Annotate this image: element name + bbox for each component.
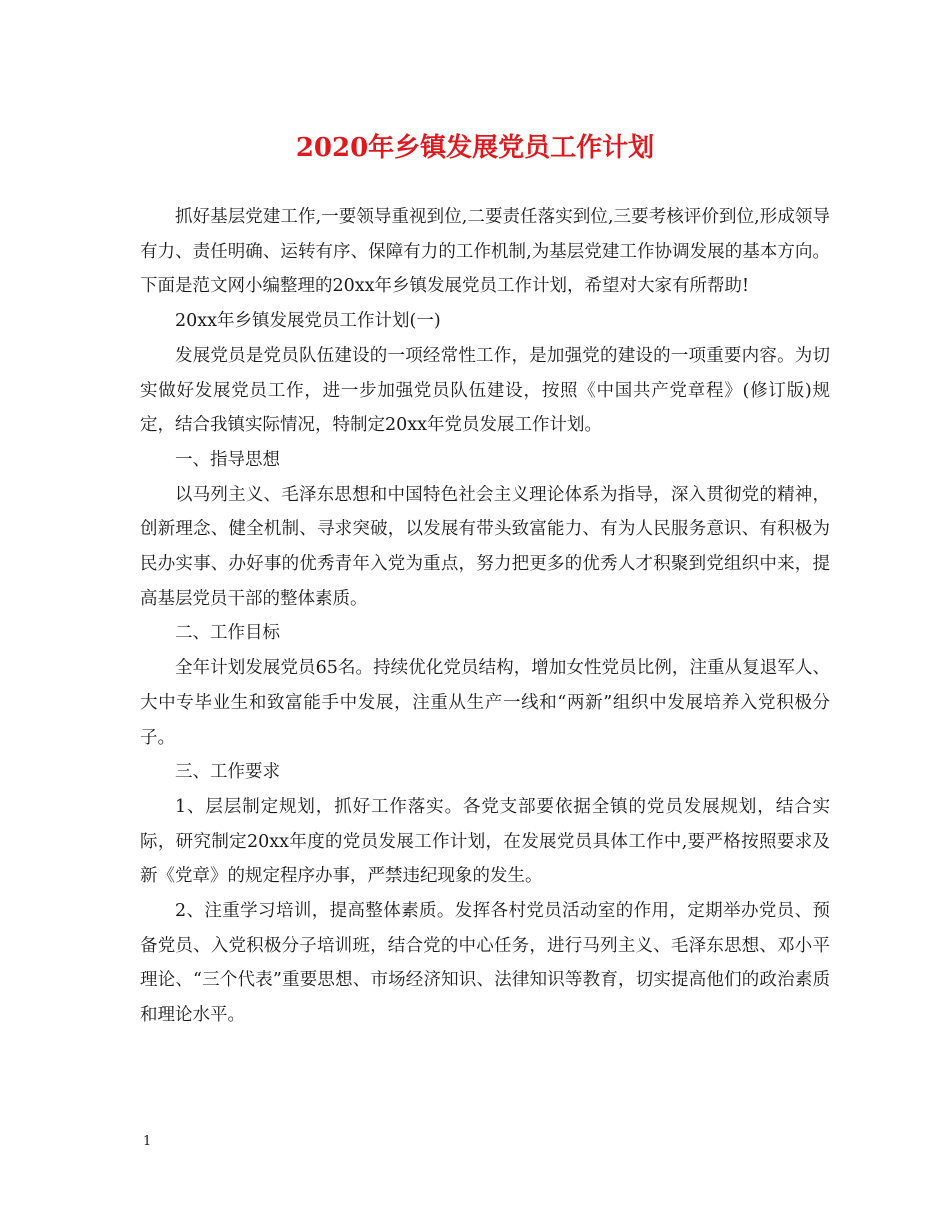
section-heading-work-goals: 二、工作目标 [175,623,280,644]
background-paragraph: 发展党员是党员队伍建设的一项经常性工作，是加强党的建设的一项重要内容。为切实做好发展党员工作，进一步加强党员队伍建设，按照《中国共产党章程》(修订版)规定，结合我镇实际情况，特制定20xx年党员发展工作计划。 [140,345,830,436]
work-goals-paragraph: 全年计划发展党员65名。持续优化党员结构，增加女性党员比例，注重从复退军人、大中专毕业生和致富能手中发展，注重从生产一线和“两新”组织中发展培养入党积极分子。 [140,658,830,748]
guiding-ideology-paragraph: 以马列主义、毛泽东思想和中国特色社会主义理论体系为指导，深入贯彻党的精神，创新理念、健全机制、寻求突破，以发展有带头致富能力、有为人民服务意识、有积极为民办实事、办好事的优秀青年入党为重点，努力把更多的优秀人才积聚到党组织中来，提高基层党员干部的整体素质。 [140,484,830,609]
section-heading-guiding-ideology: 一、指导思想 [175,449,280,470]
document-body [140,200,830,1033]
requirement-item-2: 2、注重学习培训，提高整体素质。发挥各村党员活动室的作用，定期举办党员、预备党员、入党积极分子培训班，结合党的中心任务，进行马列主义、毛泽东思想、邓小平理论、“三个代表”重要思想、市场经济知识、法律知识等教育，切实提高他们的政治素质和理论水平。 [140,901,830,1026]
page-number: 1 [143,1134,152,1149]
plan-subtitle: 20xx年乡镇发展党员工作计划(一) [175,311,441,332]
intro-paragraph: 抓好基层党建工作,一要领导重视到位,二要责任落实到位,三要考核评价到位,形成领导有力、责任明确、运转有序、保障有力的工作机制,为基层党建工作协调发展的基本方向。下面是范文网小编整理的20xx年乡镇发展党员工作计划，希望对大家有所帮助! [140,207,830,297]
section-heading-work-requirements: 三、工作要求 [175,762,280,783]
requirement-item-1: 1、层层制定规划，抓好工作落实。各党支部要依据全镇的党员发展规划，结合实际，研究制定20xx年度的党员发展工作计划，在发展党员具体工作中,要严格按照要求及新《党章》的规定程序办事，严禁违纪现象的发生。 [140,796,830,887]
page-title: 2020年乡镇发展党员工作计划 [295,133,655,163]
